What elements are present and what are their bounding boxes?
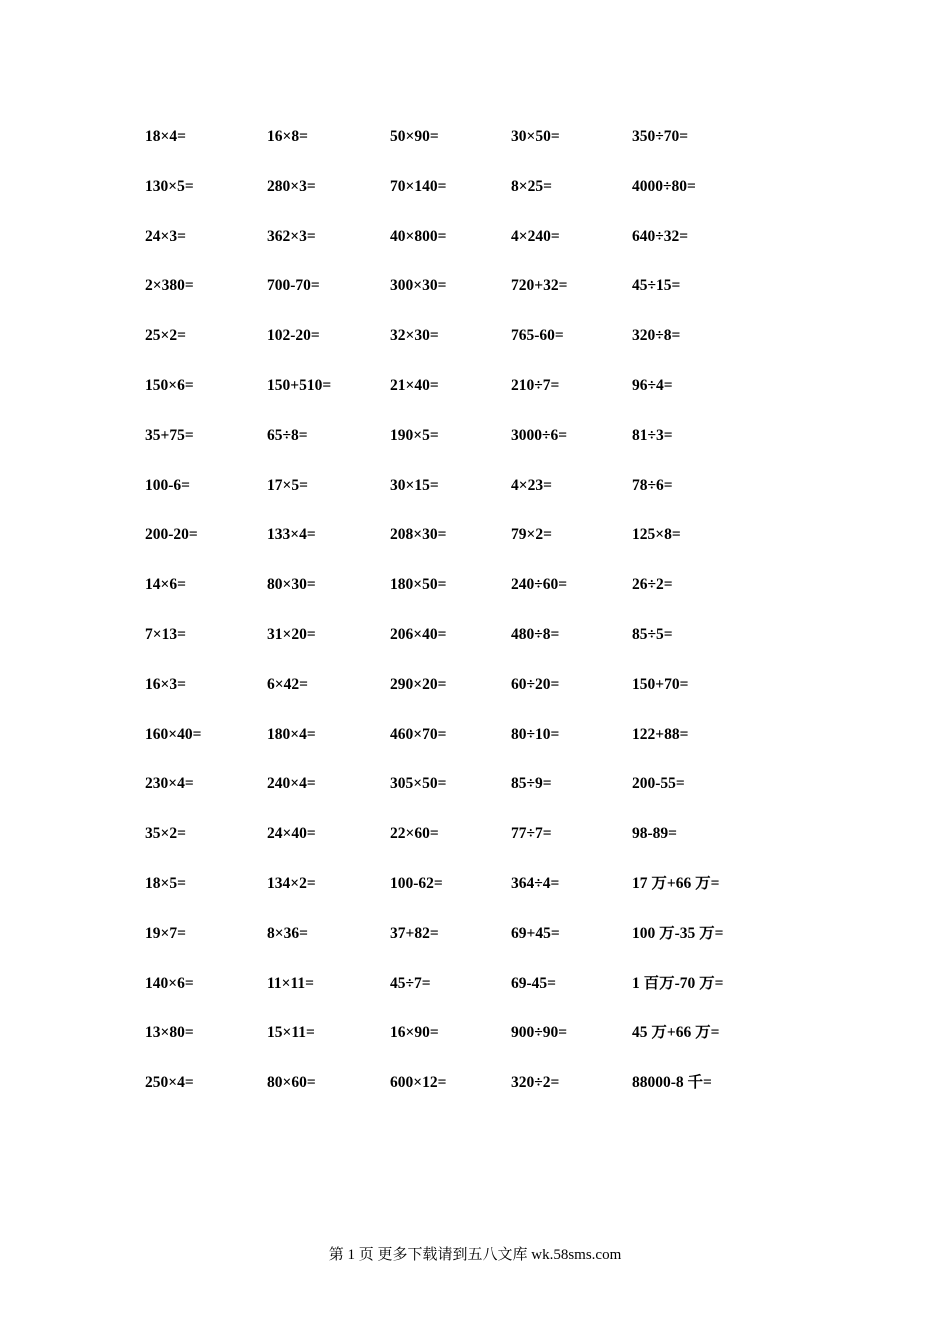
problem-cell: 300×30= (390, 277, 447, 295)
problem-cell: 362×3= (267, 227, 316, 245)
problem-cell: 80÷10= (511, 725, 560, 743)
problem-cell: 210÷7= (511, 376, 560, 394)
problem-row (145, 722, 765, 772)
problem-cell: 900÷90= (511, 1024, 568, 1042)
problem-cell: 8×25= (511, 177, 552, 195)
problem-cell: 98-89= (632, 825, 677, 843)
problem-cell: 480÷8= (511, 625, 560, 643)
problem-cell: 45 万+66 万= (632, 1024, 720, 1042)
problem-row (145, 224, 765, 274)
problem-row (145, 473, 765, 523)
problem-cell: 600×12= (390, 1074, 447, 1092)
problem-row (145, 124, 765, 174)
problem-cell: 88000-8 千= (632, 1074, 712, 1092)
problem-cell: 160×40= (145, 725, 202, 743)
problem-cell: 17×5= (267, 476, 308, 494)
problem-cell: 22×60= (390, 825, 439, 843)
problem-cell: 206×40= (390, 625, 447, 643)
problem-cell: 200-20= (145, 526, 198, 544)
problem-row (145, 522, 765, 572)
problem-cell: 13×80= (145, 1024, 194, 1042)
problem-grid (145, 124, 765, 1120)
problem-cell: 460×70= (390, 725, 447, 743)
problem-cell: 6×42= (267, 675, 308, 693)
problem-cell: 364÷4= (511, 874, 560, 892)
problem-cell: 81÷3= (632, 426, 673, 444)
problem-cell: 40×800= (390, 227, 447, 245)
problem-cell: 190×5= (390, 426, 439, 444)
problem-cell: 21×40= (390, 376, 439, 394)
problem-cell: 85÷5= (632, 625, 673, 643)
problem-row (145, 373, 765, 423)
problem-row (145, 871, 765, 921)
problem-cell: 96÷4= (632, 376, 673, 394)
problem-cell: 700-70= (267, 277, 320, 295)
problem-cell: 50×90= (390, 128, 439, 145)
problem-cell: 79×2= (511, 526, 552, 544)
problem-cell: 16×8= (267, 128, 308, 145)
problem-cell: 14×6= (145, 576, 186, 594)
problem-row (145, 423, 765, 473)
problem-row (145, 174, 765, 224)
problem-cell: 18×4= (145, 128, 186, 145)
problem-cell: 230×4= (145, 775, 194, 793)
problem-cell: 11×11= (267, 974, 314, 992)
problem-cell: 15×11= (267, 1024, 315, 1042)
problem-row (145, 273, 765, 323)
problem-cell: 102-20= (267, 327, 320, 345)
problem-cell: 320÷2= (511, 1074, 560, 1092)
problem-row (145, 672, 765, 722)
problem-cell: 80×30= (267, 576, 316, 594)
problem-cell: 24×3= (145, 227, 186, 245)
problem-cell: 4×23= (511, 476, 552, 494)
problem-cell: 765-60= (511, 327, 564, 345)
problem-cell: 280×3= (267, 177, 316, 195)
problem-cell: 100-6= (145, 476, 190, 494)
problem-cell: 180×50= (390, 576, 447, 594)
problem-cell: 350÷70= (632, 128, 689, 145)
problem-row (145, 771, 765, 821)
problem-cell: 35+75= (145, 426, 194, 444)
problem-cell: 125×8= (632, 526, 681, 544)
problem-cell: 25×2= (145, 327, 186, 345)
problem-cell: 140×6= (145, 974, 194, 992)
problem-cell: 85÷9= (511, 775, 552, 793)
problem-cell: 240×4= (267, 775, 316, 793)
problem-cell: 100-62= (390, 874, 443, 892)
problem-cell: 130×5= (145, 177, 194, 195)
problem-cell: 2×380= (145, 277, 194, 295)
problem-cell: 150×6= (145, 376, 194, 394)
problem-cell: 100 万-35 万= (632, 924, 724, 942)
problem-row (145, 1070, 765, 1120)
problem-row (145, 821, 765, 871)
problem-row (145, 622, 765, 672)
problem-cell: 31×20= (267, 625, 316, 643)
problem-cell: 150+70= (632, 675, 689, 693)
problem-cell: 69+45= (511, 924, 560, 942)
problem-cell: 16×90= (390, 1024, 439, 1042)
problem-cell: 16×3= (145, 675, 186, 693)
problem-cell: 69-45= (511, 974, 556, 992)
problem-cell: 24×40= (267, 825, 316, 843)
problem-cell: 122+88= (632, 725, 689, 743)
problem-cell: 70×140= (390, 177, 447, 195)
problem-cell: 1 百万-70 万= (632, 974, 724, 992)
problem-cell: 3000÷6= (511, 426, 568, 444)
problem-cell: 320÷8= (632, 327, 681, 345)
problem-cell: 8×36= (267, 924, 308, 942)
problem-cell: 35×2= (145, 825, 186, 843)
problem-cell: 7×13= (145, 625, 186, 643)
problem-cell: 208×30= (390, 526, 447, 544)
problem-cell: 32×30= (390, 327, 439, 345)
problem-cell: 37+82= (390, 924, 439, 942)
problem-cell: 65÷8= (267, 426, 308, 444)
problem-cell: 45÷15= (632, 277, 681, 295)
problem-cell: 30×15= (390, 476, 439, 494)
problem-row (145, 971, 765, 1021)
problem-cell: 60÷20= (511, 675, 560, 693)
problem-row (145, 572, 765, 622)
problem-cell: 200-55= (632, 775, 685, 793)
problem-cell: 250×4= (145, 1074, 194, 1092)
problem-cell: 17 万+66 万= (632, 874, 720, 892)
problem-cell: 19×7= (145, 924, 186, 942)
problem-cell: 4000÷80= (632, 177, 696, 195)
problem-cell: 305×50= (390, 775, 447, 793)
problem-cell: 133×4= (267, 526, 316, 544)
problem-cell: 45÷7= (390, 974, 431, 992)
problem-cell: 77÷7= (511, 825, 552, 843)
problem-cell: 80×60= (267, 1074, 316, 1092)
problem-cell: 180×4= (267, 725, 316, 743)
problem-cell: 720+32= (511, 277, 568, 295)
problem-row (145, 1020, 765, 1070)
problem-cell: 134×2= (267, 874, 316, 892)
problem-cell: 4×240= (511, 227, 560, 245)
problem-cell: 18×5= (145, 874, 186, 892)
page-footer: 第 1 页 更多下载请到五八文库 wk.58sms.com (328, 1247, 622, 1263)
problem-row (145, 921, 765, 971)
problem-cell: 26÷2= (632, 576, 673, 594)
problem-cell: 150+510= (267, 376, 332, 394)
problem-cell: 30×50= (511, 128, 560, 145)
problem-cell: 290×20= (390, 675, 447, 693)
problem-cell: 78÷6= (632, 476, 673, 494)
problem-cell: 640÷32= (632, 227, 689, 245)
problem-cell: 240÷60= (511, 576, 568, 594)
problem-row (145, 323, 765, 373)
